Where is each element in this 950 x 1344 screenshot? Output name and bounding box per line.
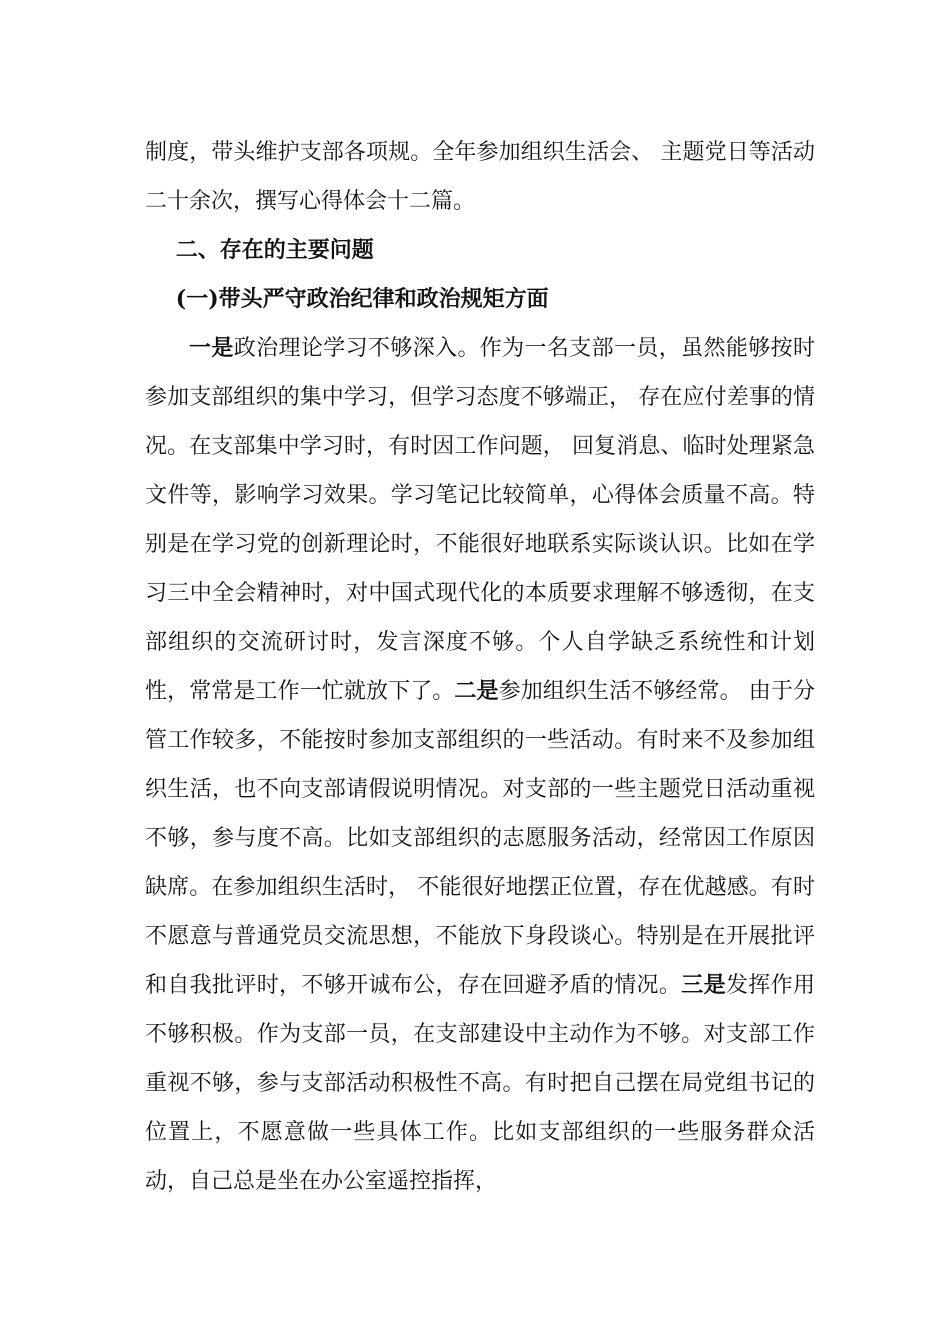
document-content [145,128,815,1206]
point-one-text: 政治理论学习不够深入。作为一名支部一员，虽然能够按时参加支部组织的集中学习，但学习态度不够端正， 存在应付差事的情况。在支部集中学习时，有时因工作问题， 回复消息、临时处理紧急文件等，影响学习效果。学习笔记比较简单，心得体会质量不高。特别是在学习党的创新理论时，不能很好地联系实际谈认识。比如在学习三中全会精神时，对中国式现代化的本质要求理解不够透彻，在支部组织的交流研讨时，发言深度不够。个人自学缺乏系统性和计划性，常常是工作一忙就放下了。 [145,336,815,704]
point-two-lead: 二是 [454,678,499,704]
section-heading: 二、存在的主要问题 [175,237,374,263]
point-three-lead: 三是 [681,972,726,998]
intro-text: 制度，带头维护支部各项规。全年参加组织生活会、 主题党日等活动二十余次，撰写心得体会十二篇。 [145,140,815,214]
point-one-lead: 一是 [189,335,234,361]
intro-paragraph [145,128,815,226]
subsection-heading: (一)带头严守政治纪律和政治规矩方面 [175,286,549,312]
point-two-text: 参加组织生活不够经常。 由于分管工作较多，不能按时参加支部组织的一些活动。有时来不及参加组织生活，也不向支部请假说明情况。对支部的一些主题党日活动重视不够，参与度不高。比如支部组织的志愿服务活动，经常因工作原因缺席。在参加组织生活时， 不能很好地摆正位置，存在优越感。有时不愿意与普通党员交流思想，不能放下身段谈心。特别是在开展批评和自我批评时，不够开诚布公，存在回避矛盾的情况。 [145,679,815,998]
point-three-text: 发挥作用不够积极。作为支部一员，在支部建设中主动作为不够。对支部工作重视不够，参与支部活动积极性不高。有时把自己摆在局党组书记的位置上，不愿意做一些具体工作。比如支部组织的一些服务群众活动，自己总是坐在办公室遥控指挥， [145,973,815,1194]
body-paragraph [145,324,815,1206]
